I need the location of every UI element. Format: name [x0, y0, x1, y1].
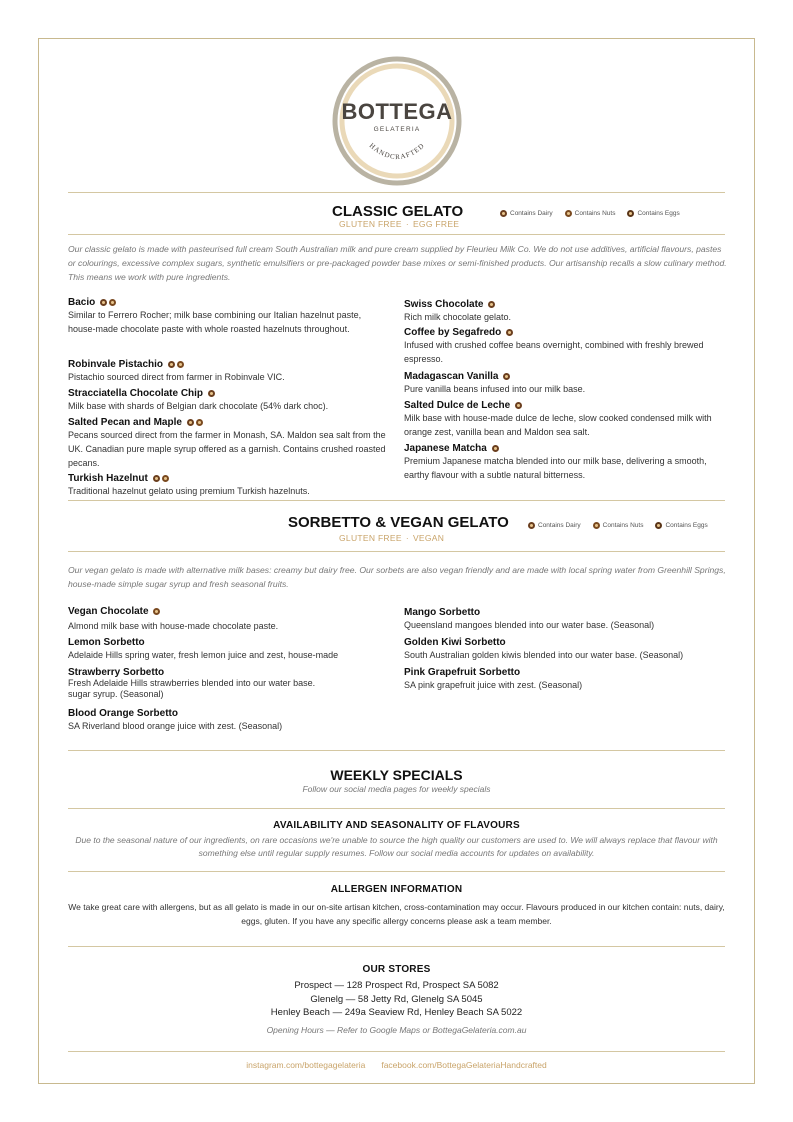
- menu-item: [68, 606, 388, 637]
- legend-nuts-label: Contains Nuts: [574, 210, 616, 217]
- weekly-title: WEEKLY SPECIALS: [330, 767, 463, 783]
- item-name-text: Swiss Chocolate: [404, 299, 484, 310]
- dairy-icon: [100, 299, 107, 306]
- classic-left-column: [68, 297, 386, 498]
- logo-name: BOTTEGA: [341, 99, 453, 124]
- eggs-icon: [655, 522, 662, 529]
- item-desc: Pistachio sourced direct from farmer in Robinvale VIC.: [68, 372, 285, 382]
- item-name-dulce: [404, 400, 726, 411]
- item-name-strawberry: Strawberry Sorbetto: [68, 667, 165, 678]
- facebook-link[interactable]: facebook.com/BottegaGelateriaHandcrafted: [381, 1060, 547, 1070]
- bottega-logo: [332, 56, 462, 186]
- item-name-mango: Mango Sorbetto: [404, 607, 481, 618]
- legend-dairy-label: Contains Dairy: [510, 210, 553, 217]
- nuts-icon: [153, 608, 160, 615]
- availability-note: Due to the seasonal nature of our ingredients, on rare occasions we're unable to source the high quality our customers are used to. We will always replace that flavour with something else until regular supply resumes. Follow our social media accounts for updates on availability.: [75, 835, 718, 858]
- item-name-text: Turkish Hazelnut: [68, 473, 148, 484]
- divider: [68, 551, 725, 552]
- item-name-bacio: [68, 297, 386, 308]
- allergen-legend-2: [526, 522, 708, 529]
- menu-item: [404, 400, 726, 443]
- item-name-text: Madagascan Vanilla: [404, 371, 499, 382]
- item-name-kiwi: Golden Kiwi Sorbetto: [404, 637, 506, 648]
- menu-item: [404, 299, 726, 327]
- legend-nuts-label: Contains Nuts: [602, 522, 644, 529]
- item-desc: South Australian golden kiwis blended into our water base. (Seasonal): [404, 650, 684, 660]
- menu-item: [68, 388, 386, 417]
- dairy-icon: [168, 361, 175, 368]
- divider: [68, 871, 725, 872]
- menu-item: [68, 297, 386, 359]
- divider: [68, 750, 725, 751]
- stores-list: [68, 979, 725, 1020]
- item-name-grapefruit: Pink Grapefruit Sorbetto: [404, 667, 521, 678]
- dairy-icon: [187, 419, 194, 426]
- logo-tagline: HANDCRAFTED: [367, 141, 427, 162]
- store-prospect: Prospect — 128 Prospect Rd, Prospect SA 5082: [294, 980, 499, 991]
- dairy-icon: [492, 445, 499, 452]
- item-desc: SA pink grapefruit juice with zest. (Seasonal): [404, 680, 583, 690]
- dairy-icon: [528, 522, 535, 529]
- dairy-icon: [515, 402, 522, 409]
- sorbetto-left-column: [68, 606, 388, 733]
- sorbetto-title: SORBETTO & VEGAN GELATO: [288, 514, 509, 531]
- item-desc: Traditional hazelnut gelato using premium Turkish hazelnuts.: [68, 486, 310, 496]
- item-desc-2: sugar syrup. (Seasonal): [68, 689, 164, 699]
- item-name-vanilla: [404, 371, 726, 382]
- dairy-icon: [503, 373, 510, 380]
- classic-right-column: [404, 299, 726, 482]
- availability-title: AVAILABILITY AND SEASONALITY OF FLAVOURS: [273, 820, 520, 831]
- classic-sub-gluten: GLUTEN FREE: [339, 219, 402, 229]
- nuts-icon: [593, 522, 600, 529]
- classic-subtitle: [339, 219, 459, 229]
- divider: [68, 946, 725, 947]
- item-name-matcha: [404, 443, 726, 454]
- divider: [68, 234, 725, 235]
- item-name-pistachio: [68, 359, 386, 370]
- item-name-text: Coffee by Segafredo: [404, 327, 502, 338]
- menu-item: [404, 607, 726, 637]
- dairy-icon: [208, 390, 215, 397]
- sorbetto-intro: Our vegan gelato is made with alternative milk bases: creamy but dairy free. Our sorbets are also vegan friendly and are made with local spring water from Greenhill Springs, house-made simple sugar syrup and fresh seasonal fruits.: [68, 565, 726, 589]
- classic-intro: Our classic gelato is made with pasteurised full cream South Australian milk and pure cream supplied by Fleurieu Milk Co. We do not use additives, artificial flavours, pastes or colourings, excessive complex sugars, synthetic emulsifiers or pre-packaged powder base mixes or semi-finished products. Our artisanship recalls a slow culinary method. This means we work with pure ingredients.: [68, 244, 727, 282]
- menu-item: [68, 417, 386, 473]
- sorbetto-subtitle: [339, 533, 444, 543]
- nuts-icon: [177, 361, 184, 368]
- item-name-swiss: [404, 299, 726, 310]
- divider: [68, 192, 725, 193]
- store-henley: Henley Beach — 249a Seaview Rd, Henley Beach SA 5022: [270, 1007, 523, 1018]
- item-name-blood-orange: Blood Orange Sorbetto: [68, 708, 178, 719]
- item-desc: Queensland mangoes blended into our water base. (Seasonal): [404, 620, 655, 630]
- menu-item: [404, 327, 726, 371]
- weekly-note: Follow our social media pages for weekly specials: [302, 784, 491, 794]
- item-name-stracciatella: [68, 388, 386, 399]
- legend-eggs-label: Contains Eggs: [665, 522, 708, 529]
- item-name-turkish: [68, 473, 386, 484]
- item-name-text: Bacio: [68, 297, 96, 308]
- divider: [68, 1051, 725, 1052]
- dairy-icon: [506, 329, 513, 336]
- item-name-text: Salted Pecan and Maple: [68, 417, 182, 428]
- legend-eggs: [625, 210, 679, 217]
- allergen-title: ALLERGEN INFORMATION: [330, 884, 463, 895]
- dairy-icon: [488, 301, 495, 308]
- dairy-icon: [500, 210, 507, 217]
- menu-item: [68, 359, 386, 388]
- store-glenelg: Glenelg — 58 Jetty Rd, Glenelg SA 5045: [310, 993, 483, 1005]
- item-desc: Adelaide Hills spring water, fresh lemon juice and zest, house-made: [68, 650, 339, 660]
- dairy-icon: [153, 475, 160, 482]
- sorbetto-sub-vegan: VEGAN: [412, 533, 445, 543]
- menu-item: [68, 708, 388, 733]
- logo-sub: GELATERIA: [373, 126, 421, 133]
- legend-eggs: [653, 522, 707, 529]
- item-name-text: Vegan Chocolate: [68, 606, 149, 617]
- item-name-text: Robinvale Pistachio: [68, 359, 164, 370]
- allergen-note: We take great care with allergens, but as all gelato is made in our on-site artisan kitchen, cross-contamination may occur. Flavours produced in our kitchen contain: nuts, dairy, eggs, gluten. If you have any specific allergy concerns please ask a team member.: [68, 902, 725, 926]
- allergen-legend: [498, 210, 680, 217]
- legend-dairy-label: Contains Dairy: [538, 522, 581, 529]
- divider: [68, 500, 725, 501]
- menu-item: [68, 667, 388, 708]
- menu-item: [404, 637, 726, 667]
- sorbetto-right-column: [404, 607, 726, 692]
- item-desc: Pure vanilla beans infused into our milk base.: [404, 384, 586, 394]
- menu-item: [68, 473, 386, 498]
- nuts-icon: [196, 419, 203, 426]
- classic-sub-sep: ·: [405, 219, 409, 229]
- item-name-coffee: [404, 327, 726, 338]
- item-desc: Fresh Adelaide Hills strawberries blended into our water base.: [68, 678, 316, 688]
- legend-nuts: [563, 210, 616, 217]
- nuts-icon: [109, 299, 116, 306]
- eggs-icon: [627, 210, 634, 217]
- item-desc: Rich milk chocolate gelato.: [404, 312, 512, 322]
- legend-nuts: [591, 522, 644, 529]
- menu-item: [404, 443, 726, 482]
- divider: [68, 808, 725, 809]
- social-links: [68, 1060, 725, 1070]
- classic-title: CLASSIC GELATO: [332, 203, 464, 220]
- item-desc: Premium Japanese matcha blended into our milk base, delivering a smooth, earthy flavour with a subtle natural bitterness.: [404, 456, 707, 480]
- item-desc: Similar to Ferrero Rocher; milk base combining our Italian hazelnut paste, house-made chocolate paste with whole roasted hazelnuts throughout.: [68, 310, 362, 334]
- item-name-text: Salted Dulce de Leche: [404, 400, 511, 411]
- item-name-vegan-choc: [68, 606, 388, 617]
- item-name-pecan: [68, 417, 386, 428]
- menu-item: [404, 371, 726, 400]
- item-name-text: Stracciatella Chocolate Chip: [68, 388, 204, 399]
- sorbetto-sub-gluten: GLUTEN FREE: [339, 533, 402, 543]
- item-name-lemon: Lemon Sorbetto: [68, 637, 145, 648]
- legend-eggs-label: Contains Eggs: [637, 210, 680, 217]
- legend-dairy: [526, 522, 581, 529]
- opening-hours: Opening Hours — Refer to Google Maps or BottegaGelateria.com.au: [266, 1025, 527, 1035]
- sorbetto-sub-sep: ·: [405, 533, 409, 543]
- item-desc: Almond milk base with house-made chocolate paste.: [68, 621, 279, 631]
- nuts-icon: [565, 210, 572, 217]
- menu-item: [68, 637, 388, 667]
- instagram-link[interactable]: instagram.com/bottegagelateria: [246, 1060, 366, 1070]
- menu-item: [404, 667, 726, 692]
- item-desc: Milk base with shards of Belgian dark chocolate (54% dark choc).: [68, 401, 329, 411]
- legend-dairy: [498, 210, 553, 217]
- stores-title: OUR STORES: [362, 964, 431, 975]
- item-name-text: Japanese Matcha: [404, 443, 487, 454]
- item-desc: Infused with crushed coffee beans overnight, combined with freshly brewed espresso.: [404, 340, 704, 364]
- nuts-icon: [162, 475, 169, 482]
- classic-sub-egg: EGG FREE: [412, 219, 460, 229]
- item-desc: Pecans sourced direct from the farmer in Monash, SA. Maldon sea salt from the UK. Canadian pure maple syrup offered as a garnish. Contains crushed roasted pecans.: [68, 430, 386, 468]
- item-desc: Milk base with house-made dulce de leche, slow cooked condensed milk with orange zest, vanilla bean and Maldon sea salt.: [404, 413, 712, 437]
- item-desc: SA Riverland blood orange juice with zest. (Seasonal): [68, 721, 283, 731]
